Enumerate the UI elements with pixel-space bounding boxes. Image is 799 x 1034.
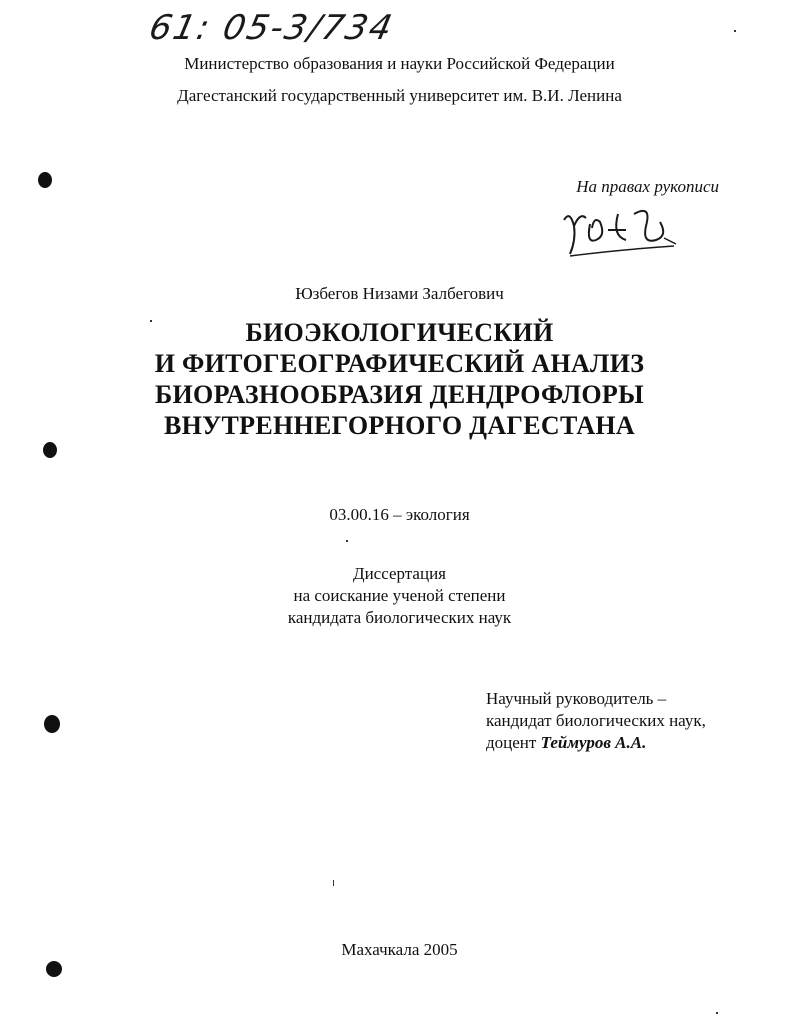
author-name: Юзбегов Низами Залбегович <box>295 284 504 303</box>
scan-speck <box>716 1012 718 1014</box>
supervisor-line-3 <box>486 733 646 753</box>
scan-speck <box>333 880 334 886</box>
scan-speck <box>734 30 736 32</box>
supervisor-line-2: кандидат биологических наук, <box>486 711 706 730</box>
title-line-4: ВНУТРЕННЕГОРНОГО ДАГЕСТАНА <box>163 411 635 440</box>
punch-hole-4 <box>46 961 62 977</box>
degree-line-1: Диссертация <box>352 564 446 583</box>
scan-speck <box>150 320 152 322</box>
archive-number: 61: 05-3/734 <box>145 8 398 48</box>
scan-speck <box>346 540 348 542</box>
title-line-1: БИОЭКОЛОГИЧЕСКИЙ <box>245 318 554 347</box>
title-line-3: БИОРАЗНООБРАЗИЯ ДЕНДРОФЛОРЫ <box>155 380 644 409</box>
supervisor-title: доцент <box>486 733 541 752</box>
supervisor-line-1: Научный руководитель – <box>486 689 667 708</box>
signature-icon <box>556 200 686 266</box>
university-line: Дагестанский государственный университет им. В.И. Ленина <box>177 86 622 105</box>
punch-hole-3 <box>44 715 60 733</box>
ministry-line: Министерство образования и науки Российской Федерации <box>184 54 615 73</box>
city-year: Махачкала 2005 <box>341 940 458 959</box>
punch-hole-2 <box>43 442 57 458</box>
degree-line-2: на соискание ученой степени <box>293 586 506 605</box>
manuscript-rights: На правах рукописи <box>576 177 719 196</box>
degree-line-3: кандидата биологических наук <box>287 608 512 627</box>
supervisor-name: Теймуров А.А. <box>540 733 647 752</box>
title-line-2: И ФИТОГЕОГРАФИЧЕСКИЙ АНАЛИЗ <box>154 349 645 378</box>
punch-hole-1 <box>38 172 52 188</box>
specialty: 03.00.16 – экология <box>329 505 470 524</box>
